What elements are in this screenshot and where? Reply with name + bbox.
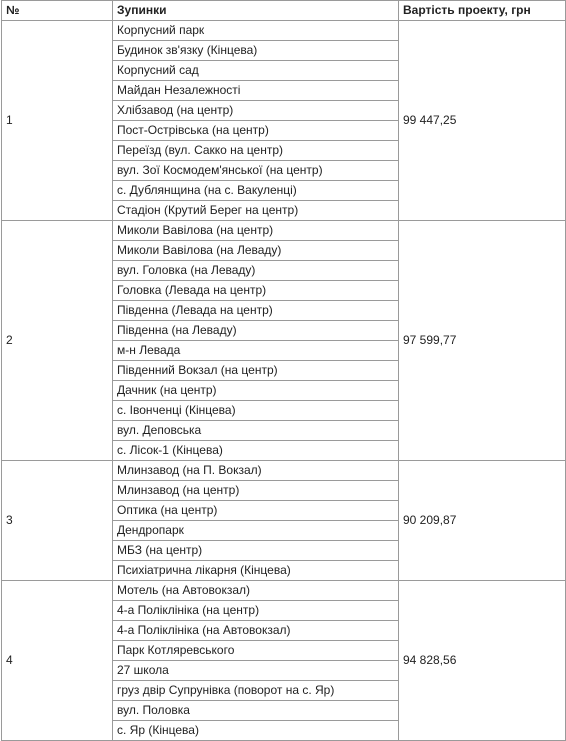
stop-name: м-н Левада [113,341,399,361]
stop-name: вул. Деповська [113,421,399,441]
stop-name: груз двір Супрунівка (поворот на с. Яр) [113,681,399,701]
stop-name: Дачник (на центр) [113,381,399,401]
stop-name: Головка (Левада на центр) [113,281,399,301]
stop-name: 4-а Поліклініка (на Автовокзал) [113,621,399,641]
stop-name: Переїзд (вул. Сакко на центр) [113,141,399,161]
stop-name: Миколи Вавілова (на центр) [113,221,399,241]
stop-name: вул. Головка (на Леваду) [113,261,399,281]
stop-name: Корпусний парк [113,21,399,41]
stop-name: Південна (на Леваду) [113,321,399,341]
table-row [2,461,566,481]
stop-name: вул. Зої Космодем'янської (на центр) [113,161,399,181]
stop-name: Миколи Вавілова (на Леваду) [113,241,399,261]
route-number: 1 [2,21,113,221]
header-row [2,1,566,21]
stop-name: Майдан Незалежності [113,81,399,101]
header-cost: Вартість проекту, грн [399,1,566,21]
route-cost: 99 447,25 [399,21,566,221]
stop-name: Психіатрична лікарня (Кінцева) [113,561,399,581]
table-row [2,221,566,241]
stop-name: вул. Половка [113,701,399,721]
stop-name: 4-а Поліклініка (на центр) [113,601,399,621]
stop-name: Оптика (на центр) [113,501,399,521]
stop-name: Стадіон (Крутий Берег на центр) [113,201,399,221]
routes-table [1,0,566,741]
stop-name: с. Яр (Кінцева) [113,721,399,741]
route-number: 3 [2,461,113,581]
route-cost: 94 828,56 [399,581,566,741]
table-row [2,581,566,601]
stop-name: Хлібзавод (на центр) [113,101,399,121]
stop-name: Млинзавод (на П. Вокзал) [113,461,399,481]
stop-name: Млинзавод (на центр) [113,481,399,501]
stop-name: Південний Вокзал (на центр) [113,361,399,381]
stop-name: Мотель (на Автовокзал) [113,581,399,601]
stop-name: с. Івонченці (Кінцева) [113,401,399,421]
route-cost: 90 209,87 [399,461,566,581]
stop-name: Парк Котляревського [113,641,399,661]
route-number: 4 [2,581,113,741]
stop-name: 27 школа [113,661,399,681]
table-row [2,21,566,41]
table-body [2,21,566,741]
stop-name: Південна (Левада на центр) [113,301,399,321]
stop-name: Дендропарк [113,521,399,541]
stop-name: Корпусний сад [113,61,399,81]
route-number: 2 [2,221,113,461]
header-number: № [2,1,113,21]
header-stops: Зупинки [113,1,399,21]
stop-name: МБЗ (на центр) [113,541,399,561]
stop-name: с. Лісок-1 (Кінцева) [113,441,399,461]
stop-name: Будинок зв'язку (Кінцева) [113,41,399,61]
table-header [2,1,566,21]
route-cost: 97 599,77 [399,221,566,461]
stop-name: Пост-Острівська (на центр) [113,121,399,141]
stop-name: с. Дублянщина (на с. Вакуленці) [113,181,399,201]
